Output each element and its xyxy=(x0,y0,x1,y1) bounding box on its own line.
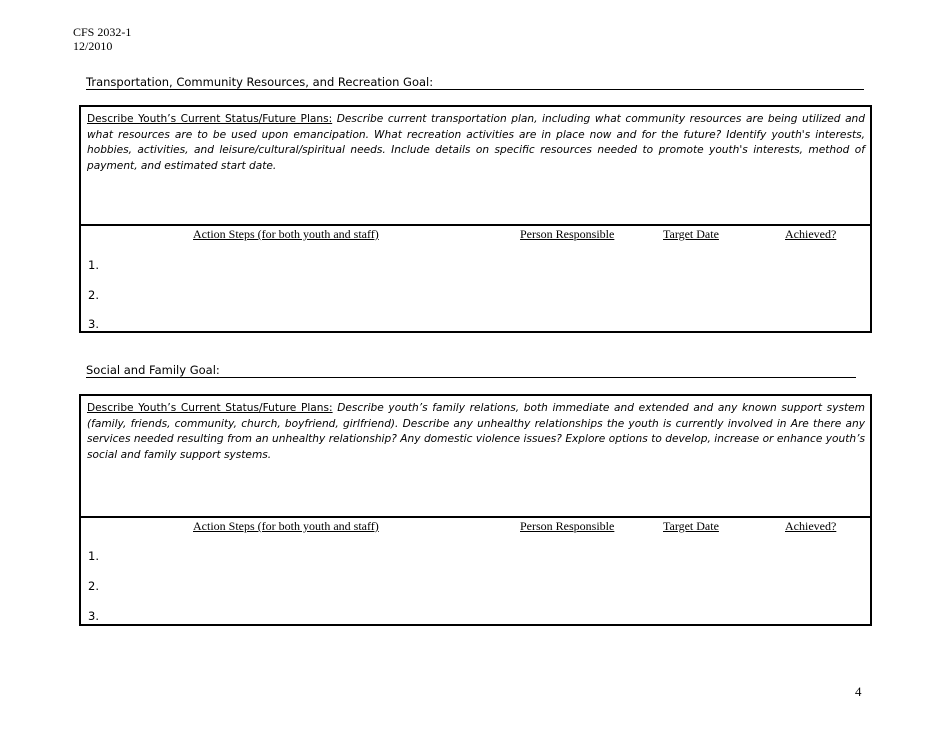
goal-box-social-family xyxy=(79,394,872,626)
description-lead: Describe Youth’s Current Status/Future Plans: xyxy=(87,113,333,125)
action-step-2: 2. xyxy=(88,579,99,593)
column-action-steps: Action Steps (for both youth and staff) xyxy=(193,227,379,241)
column-achieved: Achieved? xyxy=(785,519,837,533)
action-step-3: 3. xyxy=(88,609,99,623)
description-body: Describe youth’s family relations, both immediate and extended and any known support system (family, friends, community, church, boyfriend, girlfriend). Describe any unhealthy relationships the youth is currently involved in Are there any services needed resulting from an unhealthy relationship? Any domestic violence issues? Explore options to develop, increase or enhance youth’s social and family support systems. xyxy=(87,402,865,461)
column-achieved: Achieved? xyxy=(785,227,837,241)
column-target-date: Target Date xyxy=(663,227,719,241)
action-step-1: 1. xyxy=(88,258,99,272)
section-divider xyxy=(81,224,870,226)
goal-line-social-family xyxy=(86,377,856,378)
column-person-responsible: Person Responsible xyxy=(520,227,615,241)
column-target-date: Target Date xyxy=(663,519,719,533)
column-action-steps: Action Steps (for both youth and staff) xyxy=(193,519,379,533)
description-lead: Describe Youth’s Current Status/Future Plans: xyxy=(87,402,333,414)
goal-line-transportation xyxy=(86,89,864,90)
section-divider xyxy=(81,516,870,518)
form-id: CFS 2032-1 xyxy=(73,25,132,39)
action-step-1: 1. xyxy=(88,549,99,563)
action-step-3: 3. xyxy=(88,317,99,331)
goal-title-transportation: Transportation, Community Resources, and Recreation Goal: xyxy=(86,75,434,89)
description-body: Describe current transportation plan, including what community resources are being utilized and what resources are to be used upon emancipation. What recreation activities are in place now and for the future? Identify youth's interests, hobbies, activities, and leisure/cultural/spiritual needs. Include details on specific resources needed to promote youth's interests, method of payment, and estimated start date. xyxy=(87,113,865,172)
form-date: 12/2010 xyxy=(73,39,113,53)
goal-title-social-family: Social and Family Goal: xyxy=(86,363,220,377)
form-header xyxy=(73,25,131,53)
description-transportation xyxy=(87,112,865,174)
action-step-2: 2. xyxy=(88,288,99,302)
description-social-family xyxy=(87,401,865,463)
page-number: 4 xyxy=(855,684,862,699)
column-person-responsible: Person Responsible xyxy=(520,519,615,533)
goal-box-transportation xyxy=(79,105,872,333)
